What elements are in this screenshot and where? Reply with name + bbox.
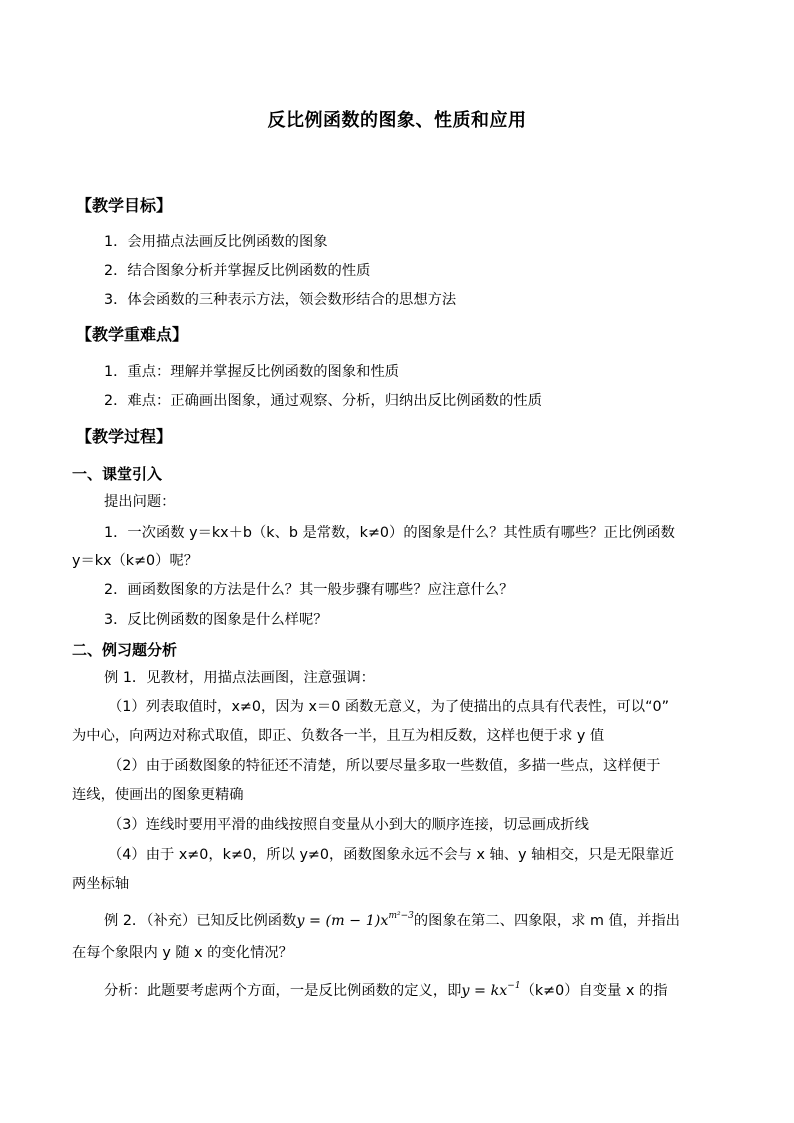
subsection-heading-examples: 二、例习题分析 xyxy=(72,641,178,659)
example-2-line-2: 在每个象限内 y 随 x 的变化情况？ xyxy=(72,945,293,961)
question-3: 3．反比例函数的图象是什么样呢？ xyxy=(104,612,328,628)
subsection-heading-intro: 一、课堂引入 xyxy=(72,465,163,483)
section-heading-goals: 【教学目标】 xyxy=(76,196,173,215)
analysis-formula: $y = kx^{-1}$ xyxy=(461,981,521,999)
keypoint-item-2: 2．难点：正确画出图象，通过观察、分析，归纳出反比例函数的性质 xyxy=(104,393,542,409)
point-1-line-2: 为中心，向两边对称式取值，即正、负数各一半，且互为相反数，这样也便于求 y 值 xyxy=(72,728,605,744)
example-1-intro: 例 1．见教材，用描点法画图，注意强调： xyxy=(104,670,375,686)
point-4-line-2: 两坐标轴 xyxy=(72,876,130,892)
question-1-line-2: y＝kx（k≠0）呢？ xyxy=(72,553,199,569)
page-title: 反比例函数的图象、性质和应用 xyxy=(267,110,527,131)
section-heading-process: 【教学过程】 xyxy=(76,427,173,446)
point-1-line-1: （1）列表取值时，x≠0，因为 x＝0 函数无意义，为了使描出的点具有代表性，可以“0” xyxy=(108,699,669,715)
point-3: （3）连线时要用平滑的曲线按照自变量从小到大的顺序连接，切忌画成折线 xyxy=(108,817,589,833)
example-2-prefix: 例 2．（补充）已知反比例函数 xyxy=(104,913,297,929)
goal-item-2: 2．结合图象分析并掌握反比例函数的性质 xyxy=(104,263,371,279)
analysis-prefix: 分析：此题要考虑两个方面，一是反比例函数的定义，即 xyxy=(104,983,462,999)
analysis-suffix: （k≠0）自变量 x 的指 xyxy=(520,983,668,999)
question-1-line-1: 1．一次函数 y＝kx＋b（k、b 是常数，k≠0）的图象是什么？其性质有哪些？正比例函数 xyxy=(104,525,675,541)
question-2: 2．画函数图象的方法是什么？其一般步骤有哪些？应注意什么？ xyxy=(104,582,514,598)
analysis-line-1 xyxy=(104,976,668,1001)
intro-text: 提出问题： xyxy=(104,494,176,510)
point-2-line-1: （2）由于函数图象的特征还不清楚，所以要尽量多取一些数值，多描一些点，这样便于 xyxy=(108,758,661,774)
point-4-line-1: （4）由于 x≠0，k≠0，所以 y≠0，函数图象永远不会与 x 轴、y 轴相交，只是无限靠近 xyxy=(108,847,675,863)
example-2-formula: $y = (m - 1)x^{m^2-3}$ xyxy=(296,911,414,929)
section-heading-keypoints: 【教学重难点】 xyxy=(76,325,189,344)
example-2-line-1 xyxy=(104,906,680,931)
example-2-suffix: 的图象在第二、四象限，求 m 值，并指出 xyxy=(413,913,680,929)
keypoint-item-1: 1．重点：理解并掌握反比例函数的图象和性质 xyxy=(104,364,400,380)
goal-item-1: 1．会用描点法画反比例函数的图象 xyxy=(104,234,328,250)
point-2-line-2: 连线，使画出的图象更精确 xyxy=(72,787,244,803)
goal-item-3: 3．体会函数的三种表示方法，领会数形结合的思想方法 xyxy=(104,292,457,308)
